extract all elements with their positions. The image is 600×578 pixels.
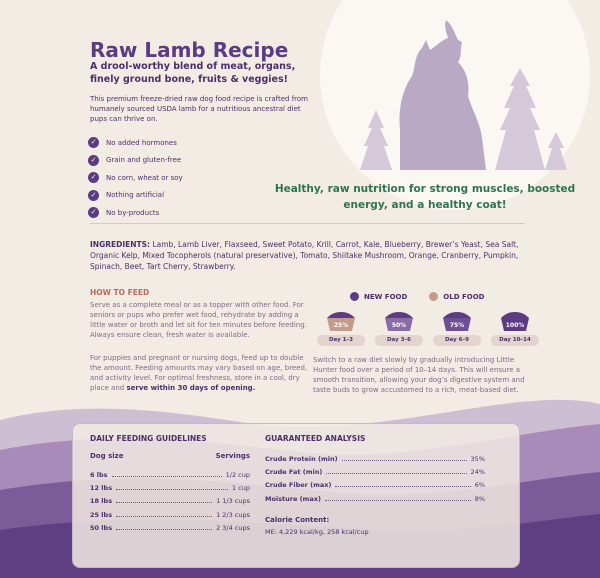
storage-note: serve within 30 days of opening.: [126, 384, 256, 392]
transition-bowls: [312, 310, 544, 346]
benefit-item: ✓ Grain and gluten-free: [88, 152, 183, 170]
howling-wolf-illustration: [330, 10, 590, 175]
check-icon: ✓: [88, 207, 99, 218]
benefit-item: ✓ Nothing artificial: [88, 187, 183, 205]
page-title: Raw Lamb Recipe: [90, 38, 289, 62]
bowl-day-label: Day 1–3: [317, 335, 365, 346]
bowl-percent: 100%: [505, 322, 525, 329]
feeding-table-header: [90, 452, 250, 460]
bowl-icon: [325, 310, 357, 332]
calorie-content-value: ME: 4,229 kcal/kg, 258 kcal/cup: [265, 528, 369, 536]
table-row: 18 lbs 1 1/3 cups: [90, 497, 250, 506]
slogan: Healthy, raw nutrition for strong muscles, boosted energy, and a healthy coat!: [274, 183, 576, 211]
bowl-step: [486, 310, 544, 346]
new-food-label: NEW FOOD: [364, 292, 408, 301]
table-row: 12 lbs 1 cup: [90, 483, 250, 492]
bowl-step: [312, 310, 370, 346]
check-icon: ✓: [88, 137, 99, 148]
check-icon: ✓: [88, 190, 99, 201]
bowl-step: [428, 310, 486, 346]
guaranteed-analysis-heading: GUARANTEED ANALYSIS: [265, 434, 366, 443]
table-row: Moisture (max) 8%: [265, 494, 485, 503]
table-row: 25 lbs 1 2/3 cups: [90, 510, 250, 519]
bowl-step: [370, 310, 428, 346]
analysis-table: [265, 452, 485, 505]
bowl-percent: 75%: [449, 322, 465, 329]
benefit-item: ✓ No corn, wheat or soy: [88, 169, 183, 187]
calorie-content-heading: Calorie Content:: [265, 516, 330, 524]
bowl-day-label: Day 3–6: [375, 335, 423, 346]
how-to-feed-paragraph-2: For puppies and pregnant or nursing dogs, feed up to double the amount. Feeding amounts may vary based on age, breed, and activity level. For optimal freshness, store in a cool, dry place and serve within 30 days of opening.: [90, 354, 308, 392]
benefits-list: [88, 134, 183, 222]
how-to-feed-heading: HOW TO FEED: [90, 288, 150, 297]
new-food-swatch: [350, 292, 359, 301]
bowl-day-label: Day 6–9: [433, 335, 481, 346]
feeding-table: [90, 468, 250, 534]
bowl-percent: 50%: [391, 322, 407, 329]
ingredients-text: [90, 239, 520, 272]
transition-legend: [350, 292, 484, 301]
bowl-icon: [499, 310, 531, 332]
ingredients-list: Lamb, Lamb Liver, Flaxseed, Sweet Potato, Krill, Carrot, Kale, Blueberry, Brewer’s Yeast, Sea Salt, Organic Kelp, Mixed Tocopherols (natural preservative), Tomato, Shiitake Mushroom, Orange, Cranberry, Pumpkin, Spinach, Beet, Tart Cherry, Strawberry.: [90, 240, 519, 271]
ingredients-label: INGREDIENTS:: [90, 240, 151, 249]
dog-size-header: Dog size: [90, 452, 124, 460]
bowl-percent: 25%: [333, 322, 349, 329]
table-row: 50 lbs 2 3/4 cups: [90, 523, 250, 532]
table-row: 6 lbs 1/2 cup: [90, 470, 250, 479]
bowl-day-label: Day 10–14: [491, 335, 539, 346]
old-food-swatch: [429, 292, 438, 301]
benefit-item: ✓ No by-products: [88, 204, 183, 222]
divider: [90, 223, 525, 224]
product-description: This premium freeze-dried raw dog food recipe is crafted from humanely sourced USDA lamb for a nutritious ancestral diet pups can thrive on.: [90, 95, 308, 123]
table-row: Crude Protein (min) 35%: [265, 454, 485, 463]
servings-header: Servings: [215, 452, 250, 460]
table-row: Crude Fat (min) 24%: [265, 467, 485, 476]
bowl-icon: [383, 310, 415, 332]
check-icon: ✓: [88, 172, 99, 183]
table-row: Crude Fiber (max) 6%: [265, 481, 485, 490]
old-food-label: OLD FOOD: [443, 292, 485, 301]
how-to-feed-paragraph: Serve as a complete meal or as a topper with other food. For seniors or pups who prefer wet food, rehydrate by adding a little water or broth and let sit for ten minutes before feeding. Always ensure clean, fresh water is available.: [90, 301, 307, 339]
tagline: A drool-worthy blend of meat, organs, finely ground bone, fruits & veggies!: [90, 61, 296, 85]
benefit-item: ✓ No added hormones: [88, 134, 183, 152]
transition-instructions: Switch to a raw diet slowly by gradually introducing Little Hunter food over a period of 10–14 days. This will ensure a smooth transition, allowing your dog’s digestive system and taste buds to grow accustomed to a rich, meat-based diet.: [313, 356, 525, 394]
bowl-icon: [441, 310, 473, 332]
feeding-guidelines-heading: DAILY FEEDING GUIDELINES: [90, 434, 207, 443]
check-icon: ✓: [88, 155, 99, 166]
